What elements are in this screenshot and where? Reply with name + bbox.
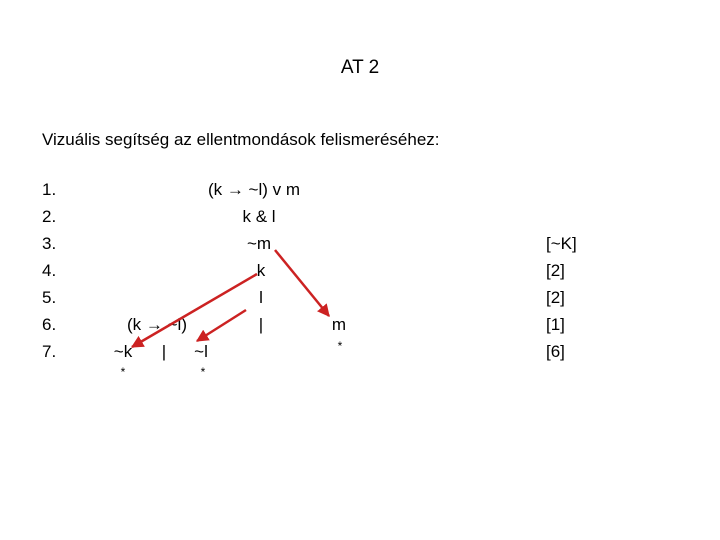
- justification-line-4: [2]: [546, 261, 565, 280]
- formula-line-6-right: m: [331, 315, 347, 334]
- slide-title: AT 2: [340, 57, 380, 78]
- arrow-m-to-negm: [275, 250, 329, 316]
- line-number-4: 4.: [42, 261, 57, 280]
- line-number-1: 1.: [42, 180, 57, 199]
- line-number-5: 5.: [42, 288, 57, 307]
- justification-line-5: [2]: [546, 288, 565, 307]
- branch-separator-line-7: |: [161, 342, 167, 361]
- formula-line-1: (k → ~l) v m: [207, 180, 301, 199]
- arrow-l-to-negl: [197, 310, 246, 341]
- justification-line-6: [1]: [546, 315, 565, 334]
- formula-line-7-right: ~l: [194, 342, 208, 361]
- formula-line-6-left: (k → ~l): [127, 315, 187, 334]
- formula-line-4: k: [256, 261, 266, 280]
- branch-separator-line-6: |: [258, 315, 264, 334]
- line-number-6: 6.: [42, 315, 57, 334]
- line-number-3: 3.: [42, 234, 57, 253]
- formula-line-5: l: [259, 288, 263, 307]
- slide-subtitle: Vizuális segítség az ellentmondások felismeréséhez:: [42, 130, 440, 149]
- formula-line-2: k & l: [242, 207, 276, 226]
- closed-branch-mark-left: *: [120, 365, 126, 379]
- justification-line-7: [6]: [546, 342, 565, 361]
- justification-line-3: [~K]: [546, 234, 577, 253]
- formula-line-7-left: ~k: [113, 342, 133, 361]
- closed-branch-mark-right: *: [337, 339, 343, 353]
- formula-line-3: ~m: [246, 234, 272, 253]
- closed-branch-mark-middle: *: [200, 365, 206, 379]
- arrow-k-to-negk: [132, 274, 257, 347]
- line-number-7: 7.: [42, 342, 57, 361]
- line-number-2: 2.: [42, 207, 57, 226]
